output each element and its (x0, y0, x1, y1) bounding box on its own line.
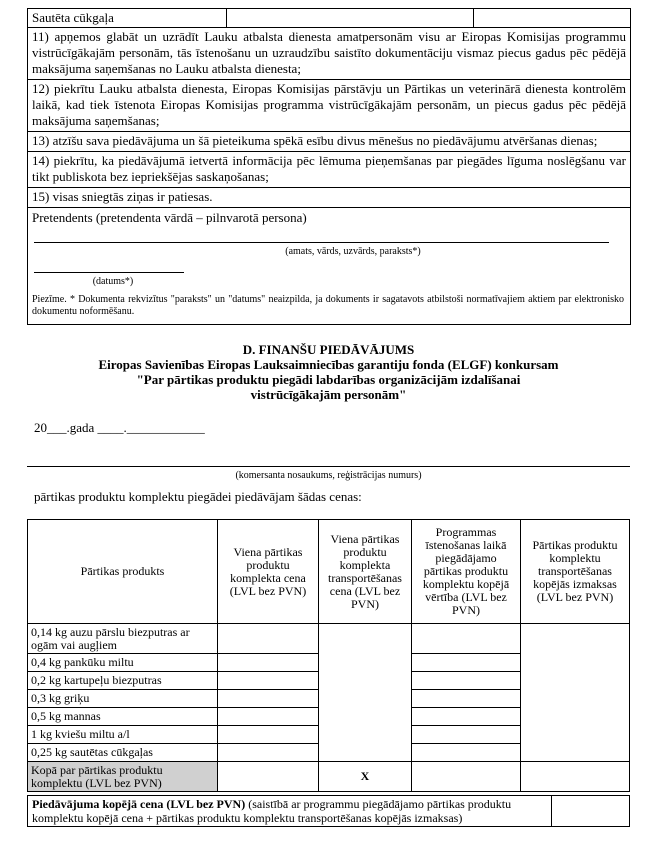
unit-price-cell[interactable] (218, 654, 319, 672)
product-cell: 0,4 kg pankūku miltu (28, 654, 218, 672)
total-value-cell[interactable] (412, 690, 521, 708)
declaration-box (27, 8, 631, 325)
item-12: 12) piekrītu Lauku atbalsta dienesta, Eiropas Komisijas pārstāvju un Pārtikas un veterinārā dienesta kontrolēm laikā, kad tiek īstenota Eiropas Komisijas programma vistrūcīgākajām personām, un piecus gadus pēc pēdējā maksājuma saņemšanas; (28, 80, 630, 132)
date-caption: (datums*) (92, 276, 134, 287)
section-d-subtitle-2: "Par pārtikas produktu piegādi labdarības organizācijām izdalīšanai (136, 372, 521, 387)
first-row-empty-2 (474, 9, 630, 27)
total-offer-label-rest: (saistībā ar programmu piegādājamo pārtikas produktu komplektu kopējā cena + pārtikas produktu komplektu transportēšanas kopējās izmaksas) (32, 797, 512, 825)
product-cell: 0,14 kg auzu pārslu biezputras ar ogām vai augļiem (28, 624, 218, 654)
company-line[interactable] (27, 466, 630, 467)
total-value-cell[interactable] (412, 708, 521, 726)
date-line[interactable] (34, 272, 184, 273)
unit-price-cell[interactable] (218, 672, 319, 690)
first-row-empty-1 (227, 9, 474, 27)
total-value-cell[interactable] (412, 654, 521, 672)
unit-price-cell[interactable] (218, 744, 319, 762)
total-unit-price-cell[interactable] (218, 762, 319, 792)
unit-price-cell[interactable] (218, 690, 319, 708)
header-unit-price: Viena pārtikas produktu komplekta cena (LVL bez PVN) (218, 520, 319, 624)
total-offer-label-bold: Piedāvājuma kopējā cena (LVL bez PVN) (32, 797, 246, 811)
total-value-cell[interactable] (412, 726, 521, 744)
section-d-header (27, 342, 630, 402)
header-transport-total: Pārtikas produktu komplektu transportēšanas kopējās izmaksas (LVL bez PVN) (521, 520, 630, 624)
product-cell: 0,2 kg kartupeļu biezputras (28, 672, 218, 690)
total-value-cell[interactable] (412, 624, 521, 654)
first-row (28, 9, 630, 28)
section-d-subtitle-3: vistrūcīgākajām personām" (250, 387, 407, 402)
transport-price-cell[interactable] (319, 624, 412, 762)
signature-area (28, 208, 630, 324)
pretendents-label: Pretendents (pretendenta vārdā – pilnvarotā persona) (32, 210, 307, 225)
header-product: Pārtikas produkts (28, 520, 218, 624)
company-caption: (komersanta nosaukums, reģistrācijas numurs) (235, 470, 422, 481)
total-value-cell[interactable] (412, 672, 521, 690)
first-row-label: Sautēta cūkgaļa (28, 9, 227, 27)
unit-price-cell[interactable] (218, 726, 319, 744)
product-cell: 0,5 kg mannas (28, 708, 218, 726)
unit-price-cell[interactable] (218, 708, 319, 726)
item-15: 15) visas sniegtās ziņas ir patiesas. (28, 188, 630, 208)
total-offer-label (28, 796, 552, 827)
total-row (28, 762, 630, 792)
total-offer-table (27, 795, 630, 827)
signature-caption: (amats, vārds, uzvārds, paraksts*) (285, 246, 421, 257)
section-d-title: D. FINANŠU PIEDĀVĀJUMS (242, 342, 415, 357)
table-row (28, 624, 630, 654)
section-d-subtitle-1: Eiropas Savienības Eiropas Lauksaimniecības garantiju fonda (ELGF) konkursam (98, 357, 559, 372)
total-value-sum-cell[interactable] (412, 762, 521, 792)
total-transport-sum-cell[interactable] (521, 762, 630, 792)
header-transport-price: Viena pārtikas produktu komplekta transportēšanas cena (LVL bez PVN) (319, 520, 412, 624)
product-cell: 0,25 kg sautētas cūkgaļas (28, 744, 218, 762)
product-cell: 0,3 kg griķu (28, 690, 218, 708)
price-table (27, 519, 630, 792)
item-14: 14) piekrītu, ka piedāvājumā ietvertā informācija pēc lēmuma pieņemšanas par piegādes līguma noslēgšanu var tikt publiskota bez iepriekšējas saskaņošanas; (28, 152, 630, 188)
product-cell: 1 kg kviešu miltu a/l (28, 726, 218, 744)
total-offer-value-cell[interactable] (552, 796, 630, 827)
transport-total-cell[interactable] (521, 624, 630, 762)
unit-price-cell[interactable] (218, 624, 319, 654)
signature-line[interactable] (34, 242, 609, 243)
header-total-value: Programmas īstenošanas laikā piegādājamo pārtikas produktu komplektu kopējā vērtība (LVL bez PVN) (412, 520, 521, 624)
item-13: 13) atzīšu sava piedāvājuma un šā pieteikuma spēkā esību divus mēnešus no piedāvājumu atvēršanas dienas; (28, 132, 630, 152)
price-table-header-row (28, 520, 630, 624)
item-11: 11) apņemos glabāt un uzrādīt Lauku atbalsta dienesta amatpersonām visu ar Eiropas Komisijas programmu vistrūcīgākajām personām, tās īstenošanu un uzraudzību saistīto dokumentāciju vismaz piecus gadus pēc pēdējā maksājuma saņemšanas no Lauku atbalsta dienesta; (28, 28, 630, 80)
note: Piezīme. * Dokumenta rekvizītus "paraksts" un "datums" neaizpilda, ja dokuments ir sagatavots atbilstoši normatīvajiem aktiem par elektronisko dokumentu noformēšanu. (32, 294, 624, 317)
total-transport-mark: X (319, 762, 412, 792)
intro-text: pārtikas produktu komplektu piegādei piedāvājam šādas cenas: (34, 489, 362, 504)
total-row-label: Kopā par pārtikas produktu komplektu (LVL bez PVN) (28, 762, 218, 792)
date-line-text[interactable]: 20___.gada ____.____________ (34, 420, 205, 435)
total-value-cell[interactable] (412, 744, 521, 762)
